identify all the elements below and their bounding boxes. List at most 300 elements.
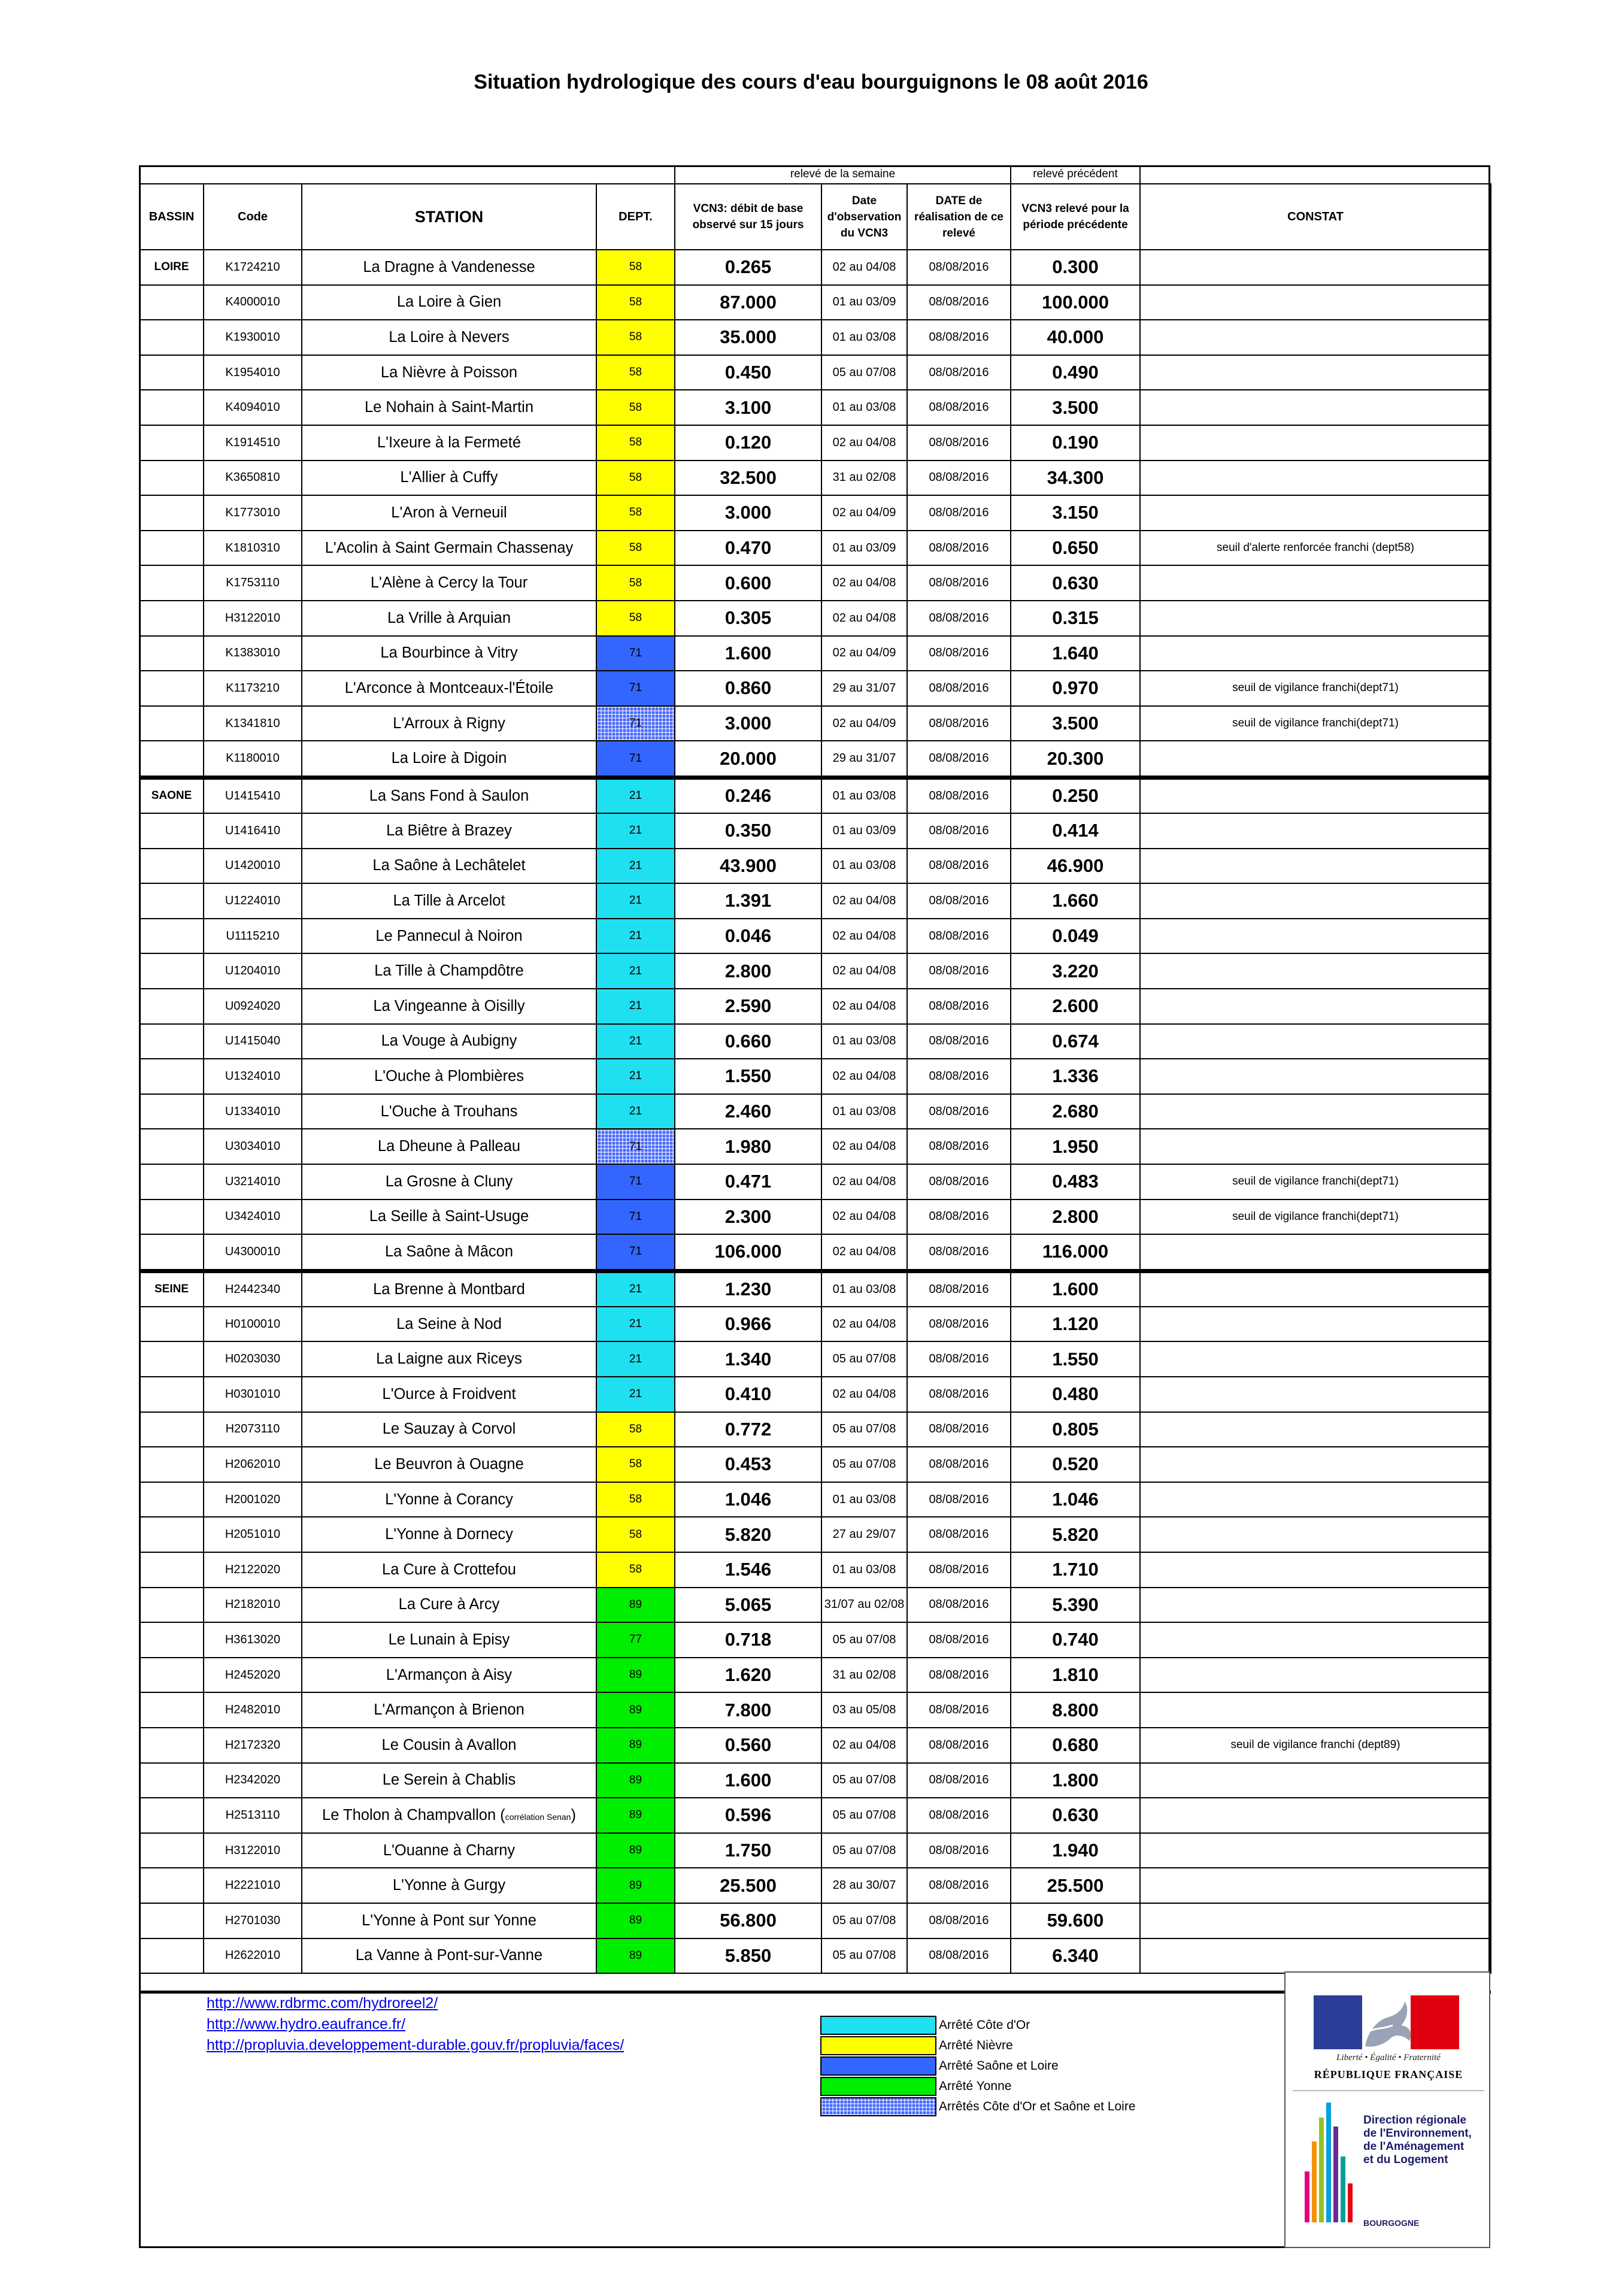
previous-vcn3-value: 3.500	[1011, 706, 1140, 741]
dept-badge: 58	[596, 425, 675, 461]
dept-badge: 21	[596, 919, 675, 954]
table-row	[140, 1588, 1491, 1623]
dept-badge: 21	[596, 1271, 675, 1307]
vcn3-value: 1.546	[675, 1552, 821, 1588]
reference-link[interactable]: http://propluvia.developpement-durable.gouv.fr/propluvia/faces/	[207, 2037, 624, 2053]
constat-note	[1140, 1307, 1491, 1342]
previous-vcn3-value: 2.600	[1011, 989, 1140, 1024]
report-date: 08/08/2016	[907, 285, 1011, 320]
dreal-logo-icon	[1294, 2100, 1360, 2228]
vcn3-value: 0.450	[675, 355, 821, 390]
report-date: 08/08/2016	[907, 671, 1011, 706]
constat-note	[1140, 989, 1491, 1024]
bassin-cell	[140, 706, 204, 741]
station-name: La Saône à Mâcon	[302, 1234, 596, 1270]
station-code: H0301010	[204, 1377, 302, 1412]
dept-badge: 21	[596, 953, 675, 989]
dept-badge: 71	[596, 741, 675, 776]
vcn3-value: 5.820	[675, 1517, 821, 1552]
previous-vcn3-value: 0.630	[1011, 1798, 1140, 1833]
table-row	[140, 531, 1491, 566]
table-row	[140, 425, 1491, 461]
observation-dates: 02 au 04/08	[821, 989, 907, 1024]
constat-note	[1140, 849, 1491, 884]
dept-badge: 89	[596, 1798, 675, 1833]
bassin-cell	[140, 390, 204, 425]
previous-vcn3-value: 1.046	[1011, 1482, 1140, 1517]
bassin-cell	[140, 1129, 204, 1164]
previous-vcn3-value: 0.970	[1011, 671, 1140, 706]
dept-badge: 58	[596, 461, 675, 496]
report-date: 08/08/2016	[907, 390, 1011, 425]
bassin-cell	[140, 1234, 204, 1270]
constat-note	[1140, 495, 1491, 531]
table-row	[140, 320, 1491, 355]
table-row	[140, 1164, 1491, 1200]
report-date: 08/08/2016	[907, 1938, 1011, 1974]
bassin-cell	[140, 1059, 204, 1094]
station-name: La Vingeanne à Oisilly	[302, 989, 596, 1024]
report-date: 08/08/2016	[907, 320, 1011, 355]
bassin-cell	[140, 1833, 204, 1868]
table-row	[140, 883, 1491, 919]
bassin-cell	[140, 671, 204, 706]
bassin-cell: SAONE	[140, 778, 204, 813]
report-date: 08/08/2016	[907, 989, 1011, 1024]
report-date: 08/08/2016	[907, 919, 1011, 954]
station-code: U1204010	[204, 953, 302, 989]
dept-badge: 21	[596, 778, 675, 813]
report-date: 08/08/2016	[907, 1833, 1011, 1868]
table-row	[140, 355, 1491, 390]
observation-dates: 05 au 07/08	[821, 1763, 907, 1798]
table-row	[140, 285, 1491, 320]
legend-swatch	[820, 2097, 936, 2116]
dept-badge: 21	[596, 1024, 675, 1059]
table-row	[140, 1059, 1491, 1094]
legend-item	[820, 2076, 1136, 2097]
bassin-cell	[140, 320, 204, 355]
station-name: L'Acolin à Saint Germain Chassenay	[302, 531, 596, 566]
dept-badge: 21	[596, 1307, 675, 1342]
reference-link[interactable]: http://www.rdbrmc.com/hydroreel2/	[207, 1995, 438, 2012]
hydrology-table	[139, 165, 1491, 1994]
station-name: La Grosne à Cluny	[302, 1164, 596, 1200]
bassin-cell	[140, 1588, 204, 1623]
observation-dates: 01 au 03/08	[821, 390, 907, 425]
dept-badge: 58	[596, 531, 675, 566]
report-date: 08/08/2016	[907, 565, 1011, 601]
constat-note	[1140, 1234, 1491, 1270]
report-date: 08/08/2016	[907, 1692, 1011, 1728]
table-row	[140, 1763, 1491, 1798]
bassin-cell	[140, 1482, 204, 1517]
legend-label: Arrêté Côte d'Or	[939, 2018, 1030, 2032]
table-row	[140, 1094, 1491, 1129]
observation-dates: 02 au 04/09	[821, 636, 907, 671]
observation-dates: 02 au 04/08	[821, 565, 907, 601]
station-code: U1115210	[204, 919, 302, 954]
report-date: 08/08/2016	[907, 355, 1011, 390]
station-name: Le Pannecul à Noiron	[302, 919, 596, 954]
constat-note: seuil de vigilance franchi(dept71)	[1140, 706, 1491, 741]
station-name: Le Lunain à Episy	[302, 1622, 596, 1658]
legend-item	[820, 2097, 1136, 2117]
station-code: U0924020	[204, 989, 302, 1024]
constat-note	[1140, 636, 1491, 671]
previous-vcn3-value: 5.390	[1011, 1588, 1140, 1623]
station-name: La Vouge à Aubigny	[302, 1024, 596, 1059]
column-header-row	[140, 184, 1491, 250]
observation-dates: 02 au 04/08	[821, 1307, 907, 1342]
bassin-cell	[140, 1938, 204, 1974]
legend-label: Arrêtés Côte d'Or et Saône et Loire	[939, 2100, 1136, 2113]
station-code: H3122010	[204, 601, 302, 636]
legend-item	[820, 2056, 1136, 2076]
observation-dates: 02 au 04/08	[821, 1728, 907, 1763]
constat-note	[1140, 953, 1491, 989]
station-code: H2452020	[204, 1658, 302, 1693]
bassin-cell	[140, 1517, 204, 1552]
observation-dates: 01 au 03/09	[821, 813, 907, 849]
station-name: La Sans Fond à Saulon	[302, 778, 596, 813]
bassin-cell	[140, 1763, 204, 1798]
legend-swatch	[820, 2077, 936, 2096]
bassin-cell	[140, 285, 204, 320]
marianne-logo-icon	[1314, 1995, 1459, 2049]
vcn3-value: 25.500	[675, 1868, 821, 1903]
vcn3-value: 0.860	[675, 671, 821, 706]
bassin-cell	[140, 1200, 204, 1235]
station-code: K1930010	[204, 320, 302, 355]
bassin-cell	[140, 1307, 204, 1342]
constat-note	[1140, 1517, 1491, 1552]
observation-dates: 02 au 04/08	[821, 1234, 907, 1270]
vcn3-value: 2.300	[675, 1200, 821, 1235]
dept-badge: 71	[596, 706, 675, 741]
station-name: L'Allier à Cuffy	[302, 461, 596, 496]
dept-badge: 58	[596, 565, 675, 601]
station-name: La Cure à Crottefou	[302, 1552, 596, 1588]
previous-vcn3-value: 0.805	[1011, 1412, 1140, 1447]
previous-vcn3-value: 0.630	[1011, 565, 1140, 601]
station-code: H2513110	[204, 1798, 302, 1833]
station-code: K1180010	[204, 741, 302, 776]
bassin-cell	[140, 355, 204, 390]
previous-vcn3-value: 0.674	[1011, 1024, 1140, 1059]
previous-vcn3-value: 1.810	[1011, 1658, 1140, 1693]
table-row	[140, 778, 1491, 813]
vcn3-value: 0.471	[675, 1164, 821, 1200]
observation-dates: 01 au 03/08	[821, 1482, 907, 1517]
constat-note	[1140, 1412, 1491, 1447]
dept-badge: 89	[596, 1658, 675, 1693]
previous-vcn3-value: 0.483	[1011, 1164, 1140, 1200]
vcn3-value: 2.800	[675, 953, 821, 989]
station-name: La Loire à Nevers	[302, 320, 596, 355]
table-row	[140, 1341, 1491, 1377]
table-row	[140, 1447, 1491, 1482]
table-row	[140, 601, 1491, 636]
station-code: U1420010	[204, 849, 302, 884]
dept-badge: 58	[596, 601, 675, 636]
bassin-cell	[140, 741, 204, 776]
observation-dates: 05 au 07/08	[821, 1798, 907, 1833]
station-name: L'Yonne à Gurgy	[302, 1868, 596, 1903]
station-name: L'Yonne à Corancy	[302, 1482, 596, 1517]
station-code: U1324010	[204, 1059, 302, 1094]
dept-badge: 71	[596, 671, 675, 706]
station-code: H2442340	[204, 1271, 302, 1307]
report-date: 08/08/2016	[907, 1622, 1011, 1658]
report-date: 08/08/2016	[907, 425, 1011, 461]
observation-dates: 05 au 07/08	[821, 1447, 907, 1482]
vcn3-value: 1.750	[675, 1833, 821, 1868]
previous-vcn3-value: 116.000	[1011, 1234, 1140, 1270]
header-vcn3: VCN3: débit de base observé sur 15 jours	[675, 184, 821, 250]
station-code: K1810310	[204, 531, 302, 566]
table-row	[140, 1129, 1491, 1164]
observation-dates: 02 au 04/08	[821, 1059, 907, 1094]
station-name: La Tille à Arcelot	[302, 883, 596, 919]
bassin-cell	[140, 1341, 204, 1377]
constat-note	[1140, 1798, 1491, 1833]
dept-badge: 71	[596, 1200, 675, 1235]
station-code: K1753110	[204, 565, 302, 601]
constat-note	[1140, 1341, 1491, 1377]
station-code: K1383010	[204, 636, 302, 671]
observation-dates: 01 au 03/08	[821, 849, 907, 884]
table-row	[140, 565, 1491, 601]
previous-vcn3-value: 1.950	[1011, 1129, 1140, 1164]
table-row	[140, 495, 1491, 531]
observation-dates: 03 au 05/08	[821, 1692, 907, 1728]
vcn3-value: 0.772	[675, 1412, 821, 1447]
dept-badge: 58	[596, 320, 675, 355]
station-code: H2482010	[204, 1692, 302, 1728]
dept-badge: 21	[596, 1094, 675, 1129]
vcn3-value: 1.391	[675, 883, 821, 919]
table-row	[140, 1200, 1491, 1235]
station-name: La Brenne à Montbard	[302, 1271, 596, 1307]
station-code: K1914510	[204, 425, 302, 461]
table-row	[140, 1307, 1491, 1342]
report-date: 08/08/2016	[907, 601, 1011, 636]
station-name: Le Serein à Chablis	[302, 1763, 596, 1798]
legend-swatch	[820, 2036, 936, 2055]
reference-link[interactable]: http://www.hydro.eaufrance.fr/	[207, 2016, 406, 2033]
station-code: H2122020	[204, 1552, 302, 1588]
dept-badge: 58	[596, 1447, 675, 1482]
dept-badge: 89	[596, 1728, 675, 1763]
bassin-cell	[140, 1658, 204, 1693]
dept-badge: 21	[596, 1341, 675, 1377]
station-name: La Loire à Digoin	[302, 741, 596, 776]
vcn3-value: 3.000	[675, 495, 821, 531]
station-name: La Vrille à Arquian	[302, 601, 596, 636]
bassin-cell	[140, 425, 204, 461]
station-name: L'Yonne à Pont sur Yonne	[302, 1903, 596, 1938]
page-title: Situation hydrologique des cours d'eau bourguignons le 08 août 2016	[474, 71, 1148, 93]
dept-badge: 58	[596, 390, 675, 425]
station-name: La Tille à Champdôtre	[302, 953, 596, 989]
dept-badge: 21	[596, 883, 675, 919]
dept-badge: 89	[596, 1763, 675, 1798]
station-code: K3650810	[204, 461, 302, 496]
station-name: Le Nohain à Saint-Martin	[302, 390, 596, 425]
previous-vcn3-value: 0.680	[1011, 1728, 1140, 1763]
station-name: La Dragne à Vandenesse	[302, 250, 596, 285]
table-row	[140, 1482, 1491, 1517]
legend-swatch	[820, 2016, 936, 2035]
observation-dates: 05 au 07/08	[821, 1833, 907, 1868]
station-code: K1341810	[204, 706, 302, 741]
vcn3-value: 1.980	[675, 1129, 821, 1164]
observation-dates: 01 au 03/08	[821, 320, 907, 355]
table-row	[140, 461, 1491, 496]
dept-badge: 58	[596, 1552, 675, 1588]
table-row	[140, 636, 1491, 671]
constat-note: seuil de vigilance franchi(dept71)	[1140, 1200, 1491, 1235]
bassin-cell	[140, 989, 204, 1024]
table-row	[140, 1377, 1491, 1412]
vcn3-value: 0.660	[675, 1024, 821, 1059]
vcn3-value: 0.046	[675, 919, 821, 954]
dept-badge: 89	[596, 1903, 675, 1938]
previous-vcn3-value: 25.500	[1011, 1868, 1140, 1903]
vcn3-value: 0.600	[675, 565, 821, 601]
observation-dates: 05 au 07/08	[821, 1622, 907, 1658]
legend-label: Arrêté Saône et Loire	[939, 2059, 1059, 2073]
dept-badge: 21	[596, 813, 675, 849]
report-date: 08/08/2016	[907, 706, 1011, 741]
report-date: 08/08/2016	[907, 1271, 1011, 1307]
observation-dates: 01 au 03/08	[821, 1024, 907, 1059]
observation-dates: 02 au 04/09	[821, 706, 907, 741]
report-date: 08/08/2016	[907, 1728, 1011, 1763]
constat-note	[1140, 1833, 1491, 1868]
previous-vcn3-value: 0.520	[1011, 1447, 1140, 1482]
station-code: U3214010	[204, 1164, 302, 1200]
bassin-cell	[140, 531, 204, 566]
vcn3-value: 87.000	[675, 285, 821, 320]
constat-note	[1140, 1129, 1491, 1164]
bassin-cell	[140, 461, 204, 496]
constat-note	[1140, 1552, 1491, 1588]
station-code: U3424010	[204, 1200, 302, 1235]
station-name: L'Armançon à Aisy	[302, 1658, 596, 1693]
constat-note	[1140, 1692, 1491, 1728]
station-name: L'Arroux à Rigny	[302, 706, 596, 741]
vcn3-value: 0.305	[675, 601, 821, 636]
previous-vcn3-value: 0.740	[1011, 1622, 1140, 1658]
constat-note	[1140, 250, 1491, 285]
station-name: L'Ouche à Plombières	[302, 1059, 596, 1094]
station-code: U1224010	[204, 883, 302, 919]
vcn3-value: 0.350	[675, 813, 821, 849]
station-name: La Saône à Lechâtelet	[302, 849, 596, 884]
bassin-cell	[140, 1868, 204, 1903]
station-code: U1415040	[204, 1024, 302, 1059]
dept-badge: 58	[596, 250, 675, 285]
observation-dates: 01 au 03/09	[821, 531, 907, 566]
table-row	[140, 919, 1491, 954]
constat-note	[1140, 1024, 1491, 1059]
dept-badge: 21	[596, 1377, 675, 1412]
report-date: 08/08/2016	[907, 1868, 1011, 1903]
dreal-name-line: de l'Aménagement	[1363, 2140, 1465, 2153]
observation-dates: 31 au 02/08	[821, 461, 907, 496]
report-date: 08/08/2016	[907, 1307, 1011, 1342]
logo-block	[1284, 1971, 1490, 2248]
group-header-row	[140, 165, 1491, 184]
observation-dates: 02 au 04/08	[821, 1129, 907, 1164]
previous-vcn3-value: 0.300	[1011, 250, 1140, 285]
bassin-cell: LOIRE	[140, 250, 204, 285]
constat-note	[1140, 778, 1491, 813]
station-code: H2172320	[204, 1728, 302, 1763]
table-row	[140, 813, 1491, 849]
previous-vcn3-value: 6.340	[1011, 1938, 1140, 1974]
vcn3-value: 2.590	[675, 989, 821, 1024]
station-code: H2701030	[204, 1903, 302, 1938]
vcn3-value: 35.000	[675, 320, 821, 355]
constat-note	[1140, 285, 1491, 320]
dreal-region: BOURGOGNE	[1363, 2218, 1420, 2228]
constat-note: seuil de vigilance franchi(dept71)	[1140, 671, 1491, 706]
bassin-cell	[140, 1798, 204, 1833]
station-code: K4000010	[204, 285, 302, 320]
station-name: L'Arconce à Montceaux-l'Étoile	[302, 671, 596, 706]
station-name: L'Ixeure à la Fermeté	[302, 425, 596, 461]
station-name: Le Cousin à Avallon	[302, 1728, 596, 1763]
observation-dates: 01 au 03/08	[821, 1094, 907, 1129]
station-name: La Seille à Saint-Usuge	[302, 1200, 596, 1235]
station-name: L'Ouanne à Charny	[302, 1833, 596, 1868]
vcn3-value: 0.560	[675, 1728, 821, 1763]
dept-badge: 58	[596, 495, 675, 531]
table-row	[140, 849, 1491, 884]
previous-vcn3-value: 1.800	[1011, 1763, 1140, 1798]
bassin-cell	[140, 1412, 204, 1447]
report-date: 08/08/2016	[907, 1341, 1011, 1377]
bassin-cell	[140, 636, 204, 671]
report-date: 08/08/2016	[907, 1588, 1011, 1623]
station-code: U4300010	[204, 1234, 302, 1270]
logo-devise: Liberté • Égalité • Fraternité	[1336, 2053, 1441, 2062]
station-code: H2001020	[204, 1482, 302, 1517]
station-name: La Dheune à Palleau	[302, 1129, 596, 1164]
observation-dates: 02 au 04/08	[821, 601, 907, 636]
station-name: L'Ource à Froidvent	[302, 1377, 596, 1412]
bassin-cell	[140, 1377, 204, 1412]
group-header-week: relevé de la semaine	[675, 165, 1011, 184]
bassin-cell	[140, 1692, 204, 1728]
observation-dates: 02 au 04/08	[821, 1200, 907, 1235]
dept-badge: 21	[596, 989, 675, 1024]
observation-dates: 02 au 04/08	[821, 250, 907, 285]
bassin-cell	[140, 495, 204, 531]
report-date: 08/08/2016	[907, 1412, 1011, 1447]
table-row	[140, 741, 1491, 776]
table-row	[140, 390, 1491, 425]
header-station: STATION	[302, 184, 596, 250]
previous-vcn3-value: 2.680	[1011, 1094, 1140, 1129]
station-name: La Seine à Nod	[302, 1307, 596, 1342]
header-previous-vcn3: VCN3 relevé pour la période précédente	[1011, 184, 1140, 250]
constat-note	[1140, 741, 1491, 776]
constat-note	[1140, 1658, 1491, 1693]
